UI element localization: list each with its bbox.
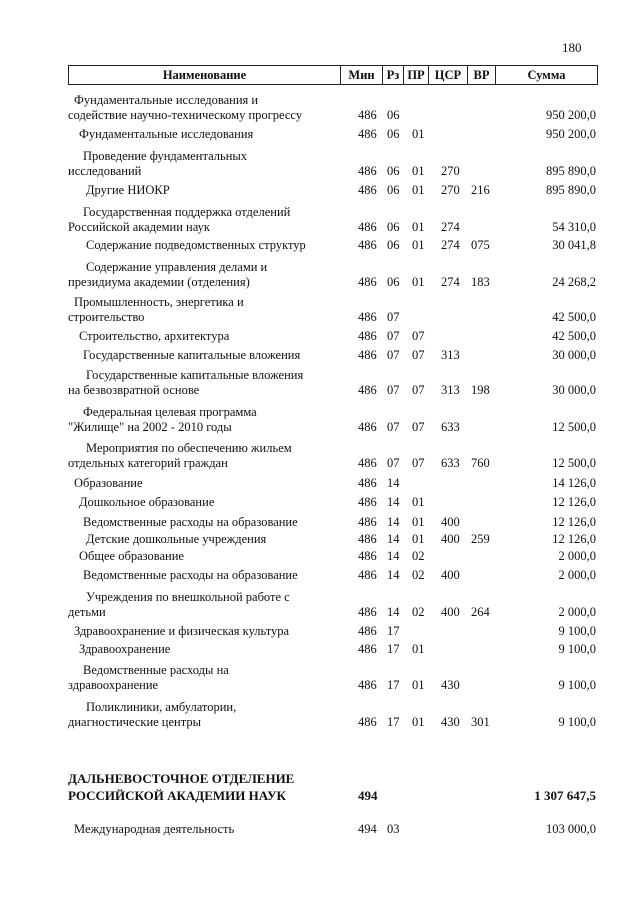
row-name (68, 441, 361, 471)
cell-csr: 400 (441, 568, 460, 582)
row-name (68, 368, 361, 398)
cell-vr: 264 (471, 605, 490, 619)
header-rz: Рз (383, 66, 404, 84)
cell-min: 486 (358, 329, 377, 343)
table-row (0, 93, 640, 123)
cell-csr: 430 (441, 715, 460, 729)
row-name-line: отдельных категорий граждан (68, 456, 228, 470)
row-name-line: здравоохранение (68, 678, 159, 692)
cell-pr: 02 (412, 549, 425, 563)
cell-min: 486 (358, 383, 377, 397)
cell-rz: 06 (387, 127, 400, 141)
header-csr: ЦСР (429, 66, 468, 84)
row-name (86, 183, 361, 198)
row-name-line: исследований (68, 164, 142, 178)
row-name-line: Дошкольное образование (79, 495, 215, 509)
cell-sum: 895 890,0 (546, 164, 596, 178)
cell-pr: 07 (412, 329, 425, 343)
cell-sum: 12 500,0 (552, 420, 596, 434)
cell-min: 486 (358, 495, 377, 509)
cell-csr: 313 (441, 348, 460, 362)
cell-csr: 270 (441, 164, 460, 178)
row-name-line: на безвозвратной основе (68, 383, 200, 397)
cell-pr: 01 (412, 678, 425, 692)
cell-rz: 06 (387, 164, 400, 178)
table-row (0, 295, 640, 325)
cell-rz: 07 (387, 348, 400, 362)
table-row (0, 770, 640, 804)
cell-pr: 01 (412, 515, 425, 529)
page-number: 180 (562, 40, 582, 55)
cell-rz: 14 (387, 515, 400, 529)
row-name-line: Федеральная целевая программа (83, 405, 257, 419)
cell-csr: 400 (441, 515, 460, 529)
cell-min: 486 (358, 549, 377, 563)
cell-pr: 07 (412, 348, 425, 362)
table-row (0, 590, 640, 620)
table-row (0, 495, 640, 510)
cell-csr: 274 (441, 238, 460, 252)
cell-sum: 9 100,0 (558, 624, 596, 638)
cell-rz: 14 (387, 605, 400, 619)
row-name-line: диагностические центры (68, 715, 201, 729)
cell-sum: 103 000,0 (546, 822, 596, 836)
row-name (86, 532, 361, 547)
cell-pr: 07 (412, 456, 425, 470)
cell-sum: 950 200,0 (546, 108, 596, 122)
cell-sum: 9 100,0 (558, 678, 596, 692)
cell-min: 486 (358, 220, 377, 234)
row-name (79, 495, 354, 510)
cell-sum: 950 200,0 (546, 127, 596, 141)
row-name-line: Содержание подведомственных структур (86, 238, 306, 252)
cell-sum: 24 268,2 (552, 275, 596, 289)
table-row (0, 568, 640, 583)
cell-vr: 198 (471, 383, 490, 397)
header-sum: Сумма (527, 67, 566, 82)
row-name (68, 205, 358, 235)
table-row (0, 642, 640, 657)
header-name: Наименование (69, 66, 341, 84)
cell-sum: 12 500,0 (552, 456, 596, 470)
row-name-line: "Жилище" на 2002 - 2010 годы (68, 420, 232, 434)
table-row (0, 822, 640, 837)
cell-pr: 01 (412, 642, 425, 656)
row-name (68, 93, 349, 123)
row-name (79, 642, 354, 657)
row-name-line: Содержание управления делами и (86, 260, 268, 274)
row-name-line: Строительство, архитектура (79, 329, 230, 343)
row-name-line: Промышленность, энергетика и (74, 295, 244, 309)
row-name-line: Учреждения по внешкольной работе с (86, 590, 290, 604)
cell-vr: 301 (471, 715, 490, 729)
row-name-line: РОССИЙСКОЙ АКАДЕМИИ НАУК (68, 788, 286, 803)
header-vr: ВР (468, 66, 496, 84)
cell-sum: 30 000,0 (552, 348, 596, 362)
cell-rz: 14 (387, 476, 400, 490)
row-name (79, 549, 354, 564)
row-name (74, 624, 349, 639)
row-name-line: Российской академии наук (68, 220, 210, 234)
cell-sum: 12 126,0 (552, 532, 596, 546)
row-name-line: Поликлиники, амбулатории, (86, 700, 237, 714)
row-name-line: Другие НИОКР (86, 183, 170, 197)
row-name-line: строительство (68, 310, 145, 324)
cell-rz: 14 (387, 532, 400, 546)
cell-pr: 02 (412, 605, 425, 619)
row-name-line: президиума академии (отделения) (68, 275, 250, 289)
row-name (74, 476, 349, 491)
cell-vr: 259 (471, 532, 490, 546)
table-row (0, 238, 640, 253)
table-row (0, 405, 640, 435)
cell-rz: 17 (387, 642, 400, 656)
cell-pr: 01 (412, 275, 425, 289)
cell-min: 486 (358, 532, 377, 546)
table-row (0, 549, 640, 564)
cell-sum: 30 000,0 (552, 383, 596, 397)
cell-rz: 06 (387, 108, 400, 122)
cell-pr: 01 (412, 495, 425, 509)
table-row (0, 183, 640, 198)
row-name-line: Государственная поддержка отделений (83, 205, 291, 219)
cell-csr: 274 (441, 275, 460, 289)
cell-min: 486 (358, 624, 377, 638)
cell-rz: 06 (387, 183, 400, 197)
cell-rz: 14 (387, 549, 400, 563)
row-name (68, 590, 361, 620)
table-row (0, 515, 640, 530)
cell-min: 486 (358, 678, 377, 692)
cell-min: 486 (358, 127, 377, 141)
table-row (0, 624, 640, 639)
cell-min: 486 (358, 568, 377, 582)
row-name (68, 663, 358, 693)
cell-csr: 400 (441, 605, 460, 619)
row-name-line: Здравоохранение (79, 642, 171, 656)
row-name-line: Образование (74, 476, 143, 490)
cell-vr: 216 (471, 183, 490, 197)
cell-min: 486 (358, 183, 377, 197)
cell-pr: 07 (412, 383, 425, 397)
row-name-line: Ведомственные расходы на (83, 663, 229, 677)
table-row (0, 532, 640, 547)
cell-rz: 07 (387, 420, 400, 434)
row-name (83, 348, 358, 363)
cell-pr: 07 (412, 420, 425, 434)
row-name (83, 515, 358, 530)
cell-csr: 633 (441, 420, 460, 434)
cell-rz: 14 (387, 495, 400, 509)
row-name (68, 405, 358, 435)
row-name (68, 260, 361, 290)
cell-rz: 03 (387, 822, 400, 836)
cell-min: 486 (358, 420, 377, 434)
cell-vr: 183 (471, 275, 490, 289)
cell-min: 486 (358, 642, 377, 656)
cell-pr: 01 (412, 715, 425, 729)
cell-rz: 17 (387, 678, 400, 692)
cell-pr: 01 (412, 238, 425, 252)
cell-min: 486 (358, 164, 377, 178)
row-name-line: Общее образование (79, 549, 184, 563)
row-name (74, 822, 349, 837)
row-name-line: детьми (68, 605, 106, 619)
cell-min: 486 (358, 715, 377, 729)
cell-pr: 01 (412, 220, 425, 234)
row-name-line: Ведомственные расходы на образование (83, 568, 298, 582)
header-pr: ПР (404, 66, 429, 84)
cell-rz: 06 (387, 238, 400, 252)
row-name-line: Международная деятельность (74, 822, 235, 836)
row-name-line: Фундаментальные исследования (79, 127, 254, 141)
cell-min: 486 (358, 456, 377, 470)
cell-min: 486 (358, 348, 377, 362)
row-name-line: Детские дошкольные учреждения (86, 532, 267, 546)
row-name-line: Проведение фундаментальных (83, 149, 248, 163)
cell-pr: 01 (412, 183, 425, 197)
row-name-line: Ведомственные расходы на образование (83, 515, 298, 529)
row-name (79, 127, 354, 142)
row-name-line: Фундаментальные исследования и (74, 93, 259, 107)
cell-min: 486 (358, 476, 377, 490)
cell-csr: 430 (441, 678, 460, 692)
cell-sum: 2 000,0 (558, 605, 596, 619)
row-name-line: ДАЛЬНЕВОСТОЧНОЕ ОТДЕЛЕНИЕ (68, 771, 295, 786)
cell-rz: 17 (387, 715, 400, 729)
cell-min: 486 (358, 310, 377, 324)
cell-min: 494 (358, 822, 377, 836)
cell-sum: 9 100,0 (558, 715, 596, 729)
cell-sum: 30 041,8 (552, 238, 596, 252)
row-name-line: Здравоохранение и физическая культура (74, 624, 290, 638)
row-name-line: Мероприятия по обеспечению жильем (86, 441, 292, 455)
table-row (0, 149, 640, 179)
row-name-line: Государственные капитальные вложения (83, 348, 301, 362)
cell-sum: 12 126,0 (552, 495, 596, 509)
row-name (68, 295, 349, 325)
table-row (0, 476, 640, 491)
cell-vr: 760 (471, 456, 490, 470)
cell-min: 486 (358, 238, 377, 252)
cell-csr: 270 (441, 183, 460, 197)
cell-rz: 17 (387, 624, 400, 638)
cell-csr: 400 (441, 532, 460, 546)
table-row (0, 260, 640, 290)
cell-rz: 14 (387, 568, 400, 582)
cell-sum: 42 500,0 (552, 310, 596, 324)
row-name (86, 238, 361, 253)
table-row (0, 329, 640, 344)
cell-min: 486 (358, 275, 377, 289)
table-row (0, 700, 640, 730)
row-name (68, 700, 361, 730)
cell-sum: 9 100,0 (558, 642, 596, 656)
row-name (83, 568, 358, 583)
cell-sum: 14 126,0 (552, 476, 596, 490)
cell-sum: 2 000,0 (558, 568, 596, 582)
row-name (68, 770, 343, 804)
cell-pr: 02 (412, 568, 425, 582)
cell-rz: 07 (387, 329, 400, 343)
table-row (0, 348, 640, 363)
cell-min: 494 (358, 788, 378, 803)
cell-min: 486 (358, 108, 377, 122)
cell-pr: 01 (412, 127, 425, 141)
cell-sum: 1 307 647,5 (534, 788, 596, 803)
cell-sum: 2 000,0 (558, 549, 596, 563)
header-min: Мин (341, 66, 383, 84)
table-row (0, 663, 640, 693)
row-name (68, 149, 358, 179)
cell-rz: 06 (387, 220, 400, 234)
table-row (0, 368, 640, 398)
cell-vr: 075 (471, 238, 490, 252)
cell-rz: 07 (387, 310, 400, 324)
cell-pr: 01 (412, 532, 425, 546)
table-row (0, 205, 640, 235)
cell-csr: 313 (441, 383, 460, 397)
cell-min: 486 (358, 515, 377, 529)
cell-sum: 42 500,0 (552, 329, 596, 343)
cell-rz: 07 (387, 456, 400, 470)
row-name-line: содействие научно-техническому прогрессу (68, 108, 303, 122)
cell-sum: 895 890,0 (546, 183, 596, 197)
row-name (79, 329, 354, 344)
cell-rz: 06 (387, 275, 400, 289)
cell-sum: 12 126,0 (552, 515, 596, 529)
table-row (0, 127, 640, 142)
cell-rz: 07 (387, 383, 400, 397)
cell-csr: 274 (441, 220, 460, 234)
table-row (0, 441, 640, 471)
cell-csr: 633 (441, 456, 460, 470)
cell-sum: 54 310,0 (552, 220, 596, 234)
cell-min: 486 (358, 605, 377, 619)
cell-pr: 01 (412, 164, 425, 178)
row-name-line: Государственные капитальные вложения (86, 368, 304, 382)
